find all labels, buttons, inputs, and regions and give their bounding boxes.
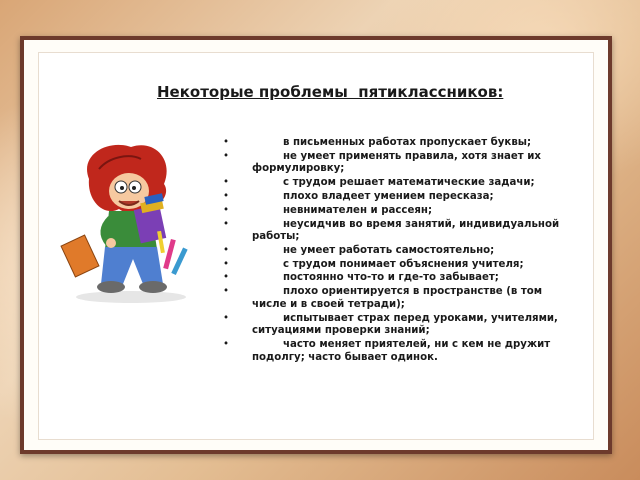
list-item: • неусидчив во время занятий, индивидуальной работы; bbox=[223, 219, 568, 244]
slide-panel bbox=[24, 40, 608, 450]
list-item: • часто меняет приятелей, ни с кем не дружит подолгу; часто бывает одинок. bbox=[223, 339, 568, 364]
list-item: • испытывает страх перед уроками, учителями, ситуациями проверки знаний; bbox=[223, 313, 568, 338]
slide-frame bbox=[20, 36, 612, 454]
list-item: • не умеет работать самостоятельно; bbox=[223, 245, 568, 258]
list-item: • с трудом понимает объяснения учителя; bbox=[223, 259, 568, 272]
schoolboy-illustration bbox=[59, 139, 199, 305]
list-item: • невнимателен и рассеян; bbox=[223, 205, 568, 218]
slide-title: Некоторые проблемы пятиклассников: bbox=[157, 83, 504, 101]
list-item: • плохо владеет умением пересказа; bbox=[223, 191, 568, 204]
slide-content bbox=[38, 52, 594, 440]
list-item: • постоянно что-то и где-то забывает; bbox=[223, 272, 568, 285]
problems-list bbox=[223, 137, 568, 365]
list-item: • не умеет применять правила, хотя знает их формулировку; bbox=[223, 151, 568, 176]
list-item: • плохо ориентируется в пространстве (в том числе и в своей тетради); bbox=[223, 286, 568, 311]
list-item: • с трудом решает математические задачи; bbox=[223, 177, 568, 190]
list-item: • в письменных работах пропускает буквы; bbox=[223, 137, 568, 150]
